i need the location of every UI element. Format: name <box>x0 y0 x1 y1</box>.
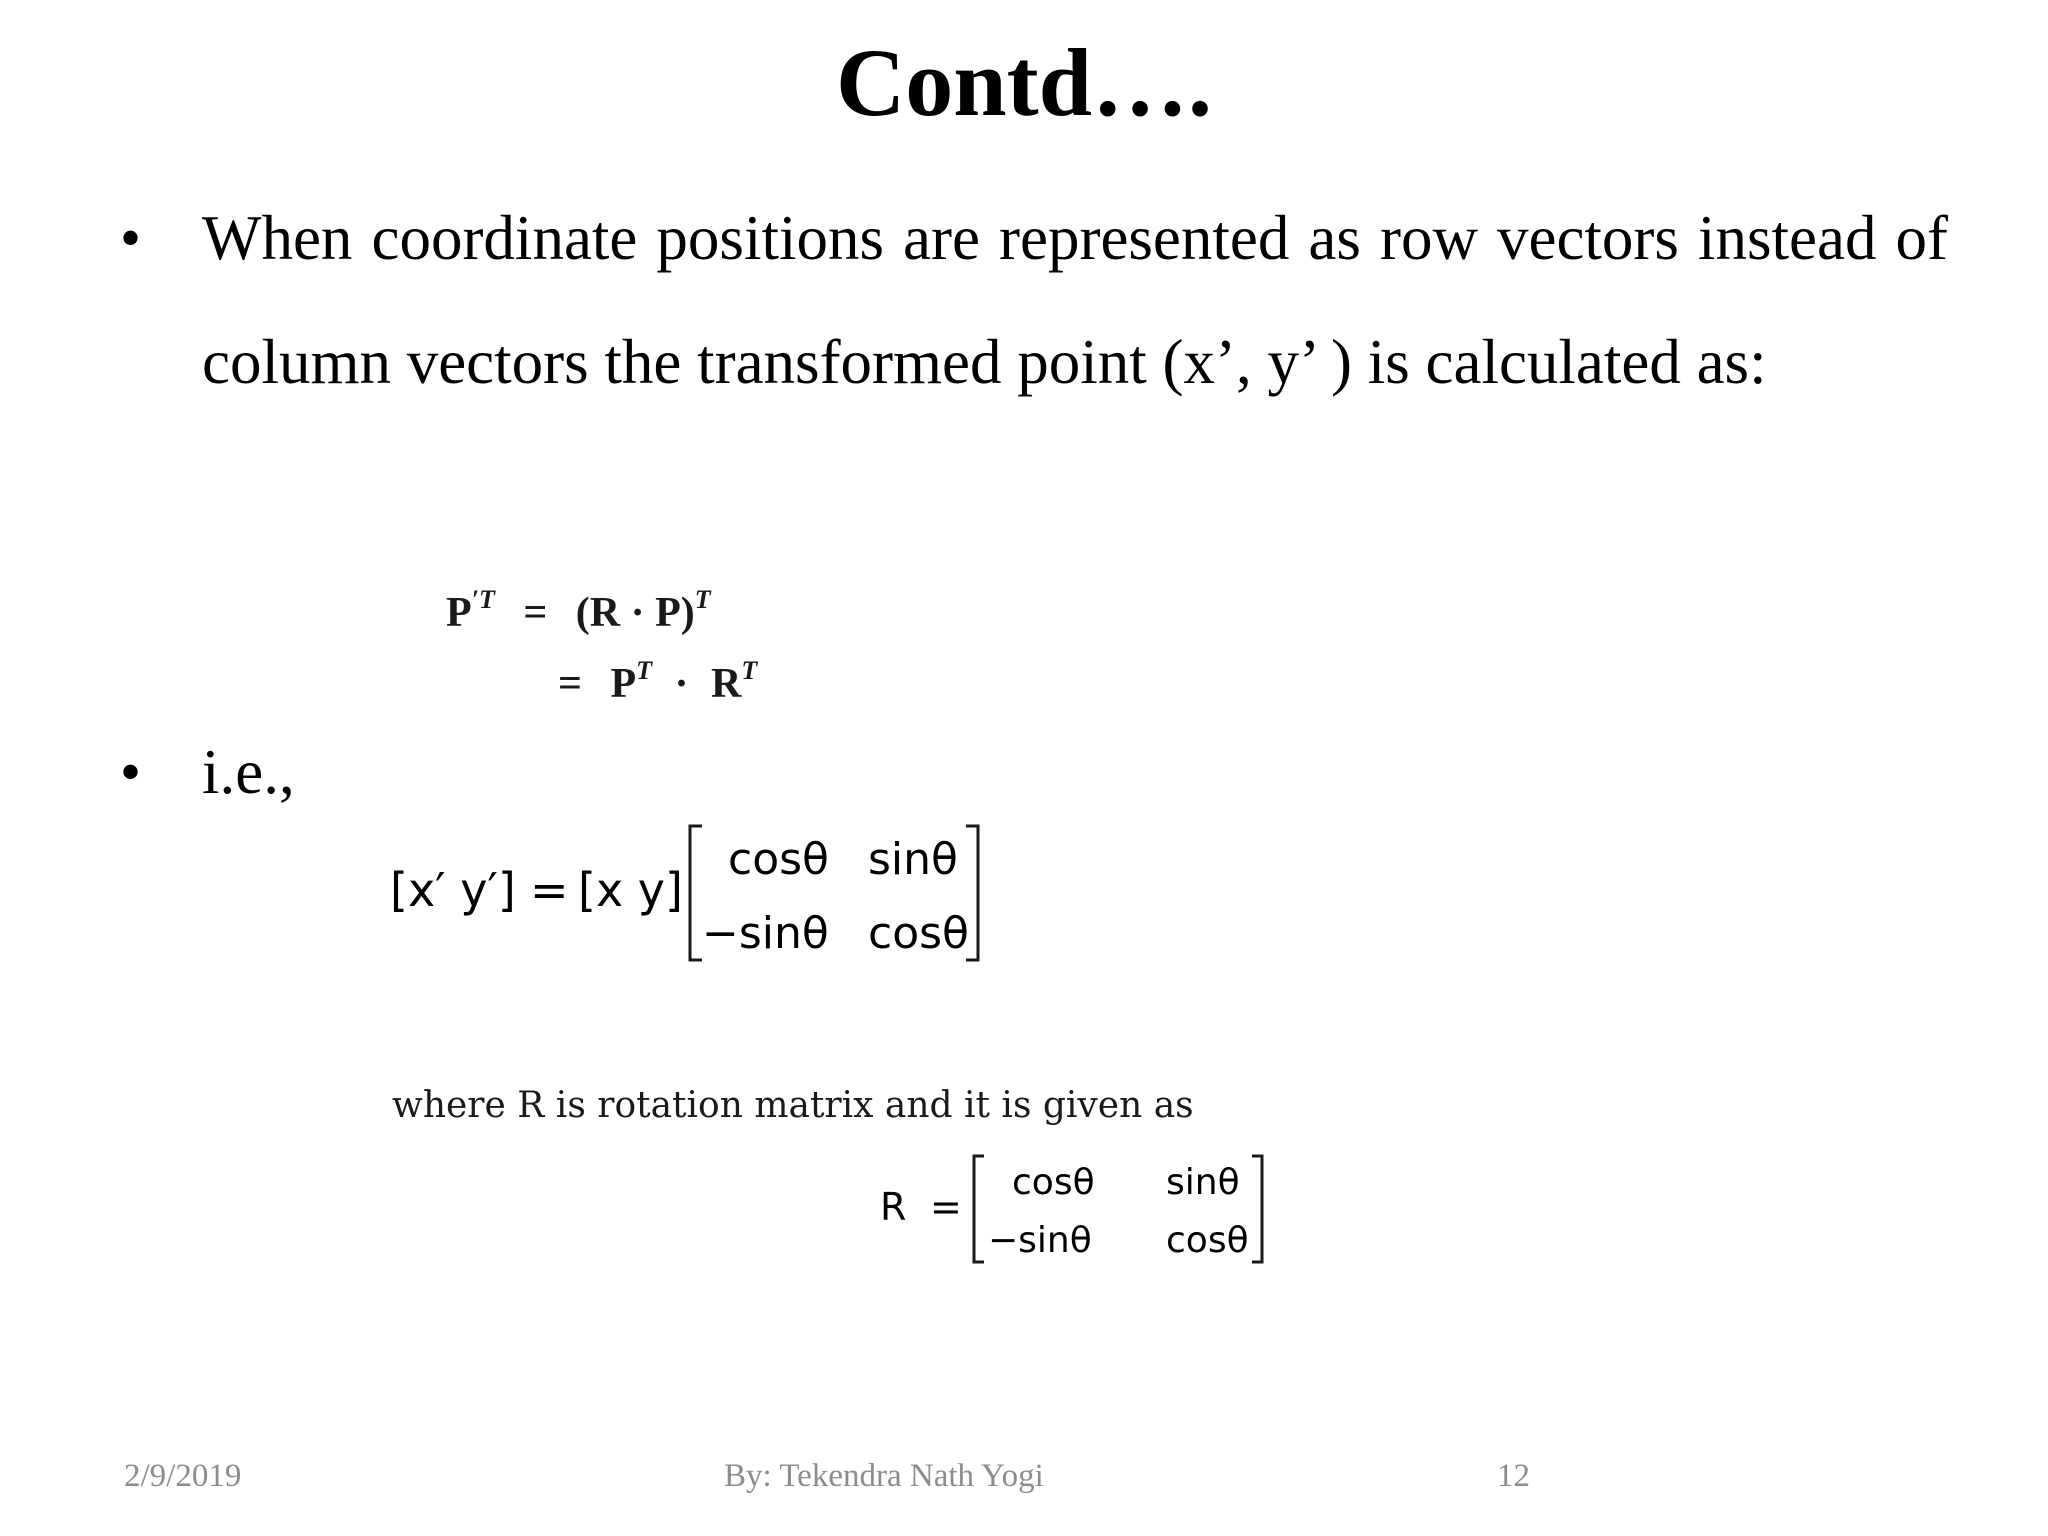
bullet-text: When coordinate positions are represented as row vectors instead of column vectors the transformed point (x’, y’ ) is calculated as: <box>202 203 1948 397</box>
matrix-cell: cosθ <box>868 908 969 959</box>
bullet-ie <box>120 710 720 834</box>
bullet-marker: • <box>120 205 142 271</box>
formula-lhs: R <box>880 1185 907 1229</box>
bullet-marker: • <box>120 739 142 805</box>
matrix-right-bracket <box>1252 1156 1262 1262</box>
formula-row-vector <box>390 818 990 968</box>
footer-author: By: Tekendra Nath Yogi <box>724 1458 1044 1494</box>
matrix-cell: sinθ <box>1166 1162 1240 1203</box>
formula-transpose-line2 <box>558 656 757 708</box>
formula-rotation-matrix-graphic <box>880 1150 1280 1270</box>
formula-superscript: ′T <box>471 585 495 614</box>
footer-page-number: 12 <box>1497 1458 1530 1494</box>
matrix-cell: cosθ <box>1012 1162 1095 1203</box>
formula-equals: = <box>558 661 582 707</box>
formula-vector: [x y] <box>578 863 683 917</box>
where-text: where R is rotation matrix and it is given as <box>392 1085 1194 1126</box>
matrix-cell: −sinθ <box>702 908 829 959</box>
formula-term: P <box>446 590 472 636</box>
matrix-cell: cosθ <box>1166 1220 1249 1261</box>
slide-title: Contd…. <box>835 29 1213 136</box>
bullet-text: i.e., <box>202 737 295 807</box>
formula-equals: = <box>930 1185 962 1229</box>
formula-superscript: T <box>694 585 711 614</box>
matrix-cell: −sinθ <box>988 1220 1092 1261</box>
footer-date: 2/9/2019 <box>124 1458 242 1494</box>
formula-dot: · <box>674 661 689 707</box>
formula-rotation-matrix <box>880 1150 1280 1270</box>
formula-equals: = <box>530 863 569 917</box>
formula-term: P <box>610 661 637 707</box>
formula-superscript: T <box>741 656 758 685</box>
formula-equals: = <box>523 590 548 636</box>
matrix-cell: sinθ <box>868 834 958 885</box>
formula-lhs: [x′ y′] <box>390 863 516 917</box>
formula-term: (R · P) <box>575 590 695 636</box>
formula-superscript: T <box>636 656 652 685</box>
formula-transpose-line1 <box>446 585 711 637</box>
matrix-cell: cosθ <box>728 834 829 885</box>
formula-row-vector-graphic <box>390 818 990 968</box>
bullet-row-vectors <box>120 176 1950 556</box>
matrix-left-bracket <box>690 826 702 960</box>
matrix-left-bracket <box>974 1156 984 1262</box>
formula-term: R <box>711 661 742 707</box>
